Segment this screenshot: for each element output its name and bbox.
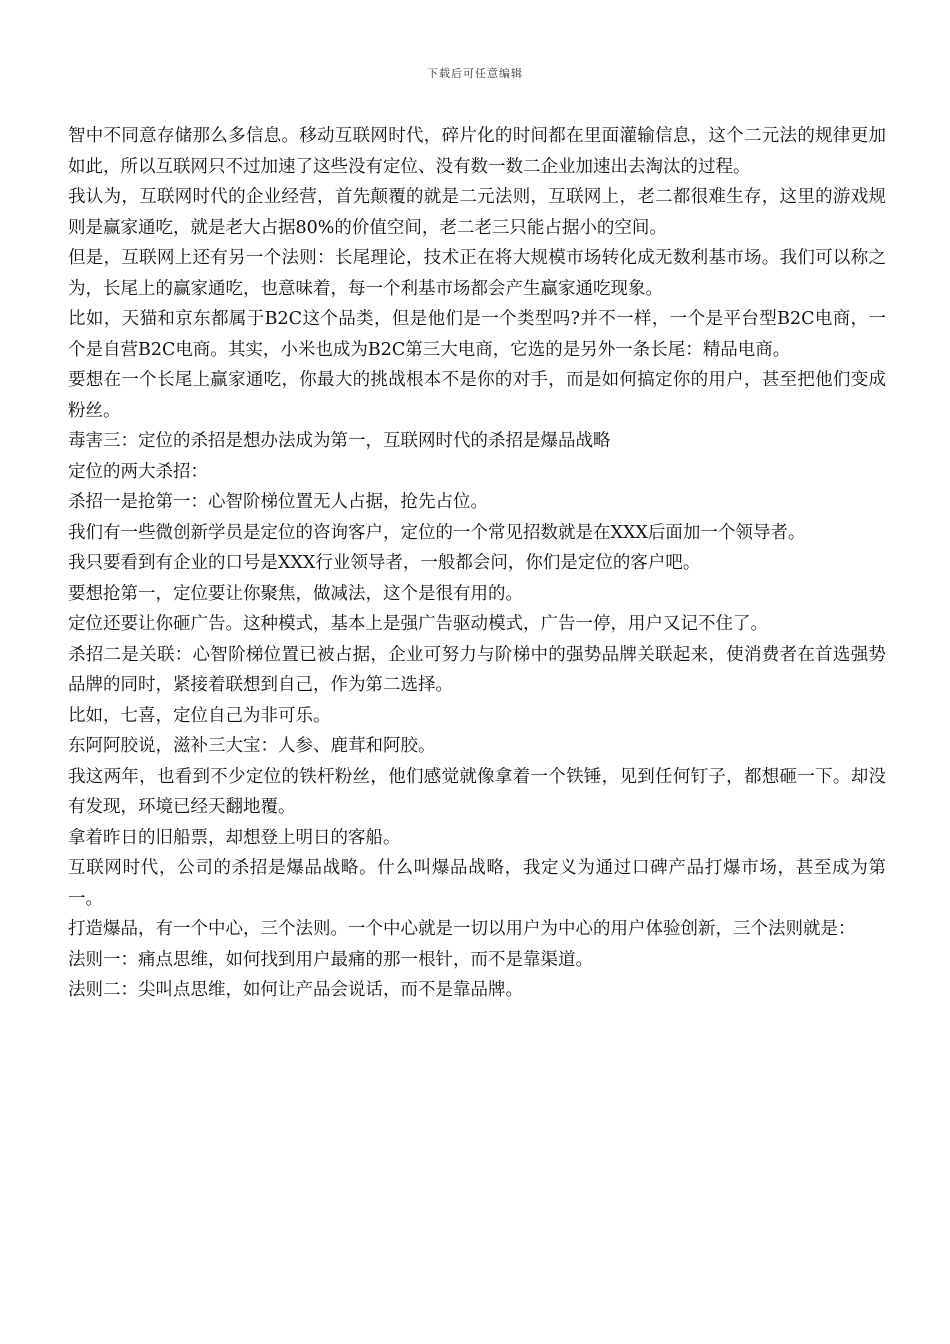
paragraph: 拿着昨日的旧船票，却想登上明日的客船。 — [68, 827, 401, 848]
paragraph: 杀招二是关联：心智阶梯位置已被占据，企业可努力与阶梯中的强势品牌关联起来，使消费者在首选强势品牌的同时，紧接着联想到自己，作为第二选择。 — [68, 644, 886, 695]
document-body — [68, 121, 886, 1006]
paragraph: 法则一：痛点思维，如何找到用户最痛的那一根针，而不是靠渠道。 — [68, 949, 593, 970]
paragraph: 要想在一个长尾上赢家通吃，你最大的挑战根本不是你的对手，而是如何搞定你的用户，甚至把他们变成粉丝。 — [68, 370, 886, 421]
page-header: 下载后可任意编辑 — [427, 67, 523, 80]
paragraph: 东阿阿胶说，滋补三大宝：人参、鹿茸和阿胶。 — [68, 736, 436, 756]
paragraph: 我认为，互联网时代的企业经营，首先颠覆的就是二元法则，互联网上，老二都很难生存，这里的游戏规则是赢家通吃，就是老大占据80%的价值空间，老二老三只能占据小的空间。 — [68, 187, 886, 238]
paragraph: 打造爆品，有一个中心，三个法则。一个中心就是一切以用户为中心的用户体验创新，三个法则就是： — [68, 919, 856, 939]
section-heading: 毒害三：定位的杀招是想办法成为第一，互联网时代的杀招是爆品战略 — [68, 431, 611, 451]
paragraph: 互联网时代，公司的杀招是爆品战略。什么叫爆品战略，我定义为通过口碑产品打爆市场，甚至成为第一。 — [68, 858, 886, 909]
paragraph: 我们有一些微创新学员是定位的咨询客户，定位的一个常见招数就是在XXX后面加一个领导者。 — [68, 522, 806, 543]
paragraph: 我只要看到有企业的口号是XXX行业领导者，一般都会问，你们是定位的客户吧。 — [68, 553, 701, 573]
paragraph: 但是，互联网上还有另一个法则：长尾理论，技术正在将大规模市场转化成无数利基市场。我们可以称之为，长尾上的赢家通吃，也意味着，每一个利基市场都会产生赢家通吃现象。 — [68, 248, 886, 299]
paragraph: 定位还要让你砸广告。这种模式，基本上是强广告驱动模式，广告一停，用户又记不住了。 — [68, 614, 768, 634]
paragraph: 定位的两大杀招： — [68, 461, 208, 482]
paragraph: 法则二：尖叫点思维，如何让产品会说话，而不是靠品牌。 — [68, 980, 523, 1000]
paragraph: 比如，天猫和京东都属于B2C这个品类，但是他们是一个类型吗?并不一样，一个是平台型B2C电商，一个是自营B2C电商。其实，小米也成为B2C第三大电商，它选的是另外一条长尾：精品电商。 — [68, 309, 886, 360]
paragraph: 比如，七喜，定位自己为非可乐。 — [68, 705, 331, 726]
paragraph: 杀招一是抢第一：心智阶梯位置无人占据，抢先占位。 — [68, 492, 488, 512]
paragraph: 我这两年，也看到不少定位的铁杆粉丝，他们感觉就像拿着一个铁锤，见到任何钉子，都想砸一下。却没有发现，环境已经天翻地覆。 — [68, 766, 886, 817]
paragraph: 要想抢第一，定位要让你聚焦，做减法，这个是很有用的。 — [68, 583, 523, 604]
paragraph: 智中不同意存储那么多信息。移动互联网时代，碎片化的时间都在里面灌输信息，这个二元法的规律更加如此，所以互联网只不过加速了这些没有定位、没有数一数二企业加速出去淘汰的过程。 — [68, 126, 886, 177]
